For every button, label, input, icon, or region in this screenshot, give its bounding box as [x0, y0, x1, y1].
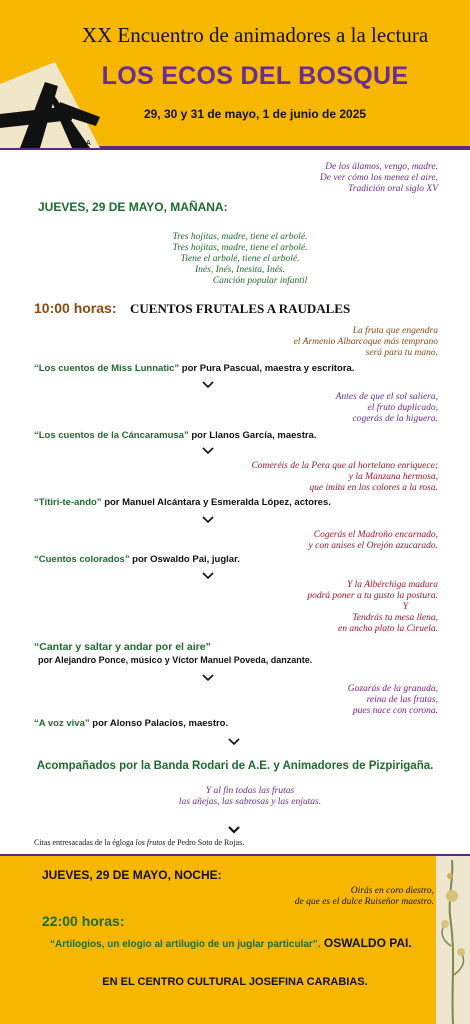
verse-7 — [130, 786, 370, 808]
verse-line: De los álamos, vengo, madre. — [325, 162, 438, 172]
verse-3 — [251, 461, 438, 494]
verse-line: Y al fin todas las frutas — [205, 786, 295, 796]
verse-line: Tradición oral siglo XV — [348, 184, 438, 194]
chevron-down-icon — [202, 674, 214, 682]
morning-time: 10:00 horas: — [34, 300, 117, 316]
logo-letter: A — [86, 140, 91, 147]
citation — [34, 838, 244, 847]
verse-line: reina de las frutas, — [366, 695, 438, 705]
verse-line: y con anises el Orejón azucarado. — [308, 541, 438, 551]
verse-line: en ancho plato la Ciruela. — [337, 624, 438, 634]
activity-5 — [34, 641, 211, 653]
verse-line: el fruto duplicado, — [367, 403, 438, 413]
verse-8 — [295, 886, 434, 908]
activity-title: “Los cuentos de la Cáncaramusa” — [34, 430, 189, 441]
chevron-down-icon — [202, 447, 214, 455]
activity-3 — [34, 497, 331, 508]
activity-title: “Cantar y saltar y andar por el aire” — [34, 641, 211, 653]
activity-title: “A voz viva” — [34, 718, 90, 729]
verse-line: Inés, Inés, Inesita, Inés. — [195, 265, 285, 275]
chevron-down-icon — [202, 381, 214, 389]
night-activity — [50, 936, 412, 950]
chevron-down-icon — [202, 516, 214, 524]
chevron-down-icon — [228, 826, 240, 834]
citation-text: de Pedro Soto de Rojas. — [165, 838, 245, 847]
chevron-down-icon — [228, 738, 240, 746]
verse-line: de que es el dulce Ruiseñor maestro. — [294, 897, 434, 907]
verse-line: será para tu mano. — [365, 348, 438, 358]
verse-line: cogerás de la higuera. — [352, 414, 438, 424]
activity-performer: por Pura Pascual, maestra y escritora. — [179, 363, 355, 374]
verse-2 — [336, 392, 438, 425]
verse-line: La fruta que engendra — [352, 326, 438, 336]
event-dates: 29, 30 y 31 de mayo, 1 de junio de 2025 — [143, 107, 367, 121]
verse-line: Gozarás de la granada, — [347, 684, 438, 694]
verse-line: Tiene el arbolé, tiene el arbolé. — [180, 254, 300, 264]
verse-line: Oirás en coro diestro, — [350, 886, 434, 896]
activity-performer: por Manuel Alcántara y Esmeralda López, actores. — [101, 497, 331, 508]
verse-line: y la Manzana hermosa, — [348, 472, 438, 482]
night-time: 22:00 horas: — [42, 913, 125, 929]
activity-performer: OSWALDO PAI. — [320, 936, 412, 950]
night-heading: JUEVES, 29 DE MAYO, NOCHE: — [42, 868, 222, 882]
activity-performer: por Oswaldo Pai, juglar. — [129, 554, 240, 565]
verse-line: que imita en los colores a la rosa. — [309, 483, 438, 493]
activity-performer: por Llanos García, maestra. — [188, 430, 317, 441]
activity-title: “Artilogios, un elogio al artilugio de un juglar particular”. — [50, 939, 321, 950]
verse-intro — [320, 162, 438, 195]
activity-6 — [34, 718, 228, 729]
verse-line: De ver cómo los menea el aire. — [319, 173, 438, 183]
verse-line: las añejas, las sabrosas y las enjutas. — [178, 797, 322, 807]
activity-title: “Cuentos colorados” — [34, 554, 130, 565]
session-title: CUENTOS FRUTALES A RAUDALES — [130, 301, 351, 316]
activity-1 — [34, 363, 354, 374]
activity-title: “Títiri-te-ando” — [34, 497, 102, 508]
morning-heading: JUEVES, 29 DE MAYO, MAÑANA: — [38, 200, 228, 214]
verse-line: Tres hojitas, madre, tiene el arbolé. — [172, 243, 308, 253]
chevron-down-icon — [202, 572, 214, 580]
activity-4 — [34, 554, 240, 565]
page-title: LOS ECOS DEL BOSQUE — [101, 62, 409, 90]
activity-performer: por Alonso Palacios, maestro. — [89, 718, 229, 729]
verse-line: Y la Albérchiga madura — [346, 580, 438, 590]
closing-line: Acompañados por la Banda Rodari de A.E. y Animadores de Pizpirigaña. — [36, 760, 434, 772]
verse-line: podrá poner a tu gusto la postura. — [307, 591, 438, 601]
venue: EN EL CENTRO CULTURAL JOSEFINA CARABIAS. — [102, 976, 368, 988]
verse-6 — [348, 684, 438, 717]
citation-text: Citas entresacadas de la égloga — [34, 838, 136, 847]
verse-line: Antes de que el sol saliera, — [335, 392, 438, 402]
event-title: XX Encuentro de animadores a la lectura — [81, 23, 429, 47]
flower-icon — [436, 856, 470, 1024]
verse-line: Y — [402, 602, 408, 612]
verse-song — [140, 232, 340, 287]
activity-2 — [34, 430, 316, 441]
verse-line: Tres hojitas, madre, tiene el arbolé. — [172, 232, 308, 242]
verse-line: Cogerás el Madroño encarnado, — [313, 530, 438, 540]
verse-line: Canción popular infantil — [212, 276, 308, 286]
verse-line: pues nace con corona. — [352, 706, 438, 716]
verse-4 — [309, 530, 438, 552]
verse-line: Comeréis de la Pera que al hortelano enriquece; — [251, 461, 438, 471]
verse-5 — [307, 580, 438, 635]
verse-1 — [294, 326, 438, 359]
activity-5-performer: por Alejandro Ponce, músico y Víctor Manuel Poveda, danzante. — [38, 655, 313, 665]
citation-work: los frutos — [135, 838, 166, 847]
verse-line: el Armenio Albarcoque más temprano — [293, 337, 438, 347]
verse-line: Tendrás tu mesa llena, — [352, 613, 438, 623]
activity-title: “Los cuentos de Miss Lunnatic” — [34, 363, 180, 374]
